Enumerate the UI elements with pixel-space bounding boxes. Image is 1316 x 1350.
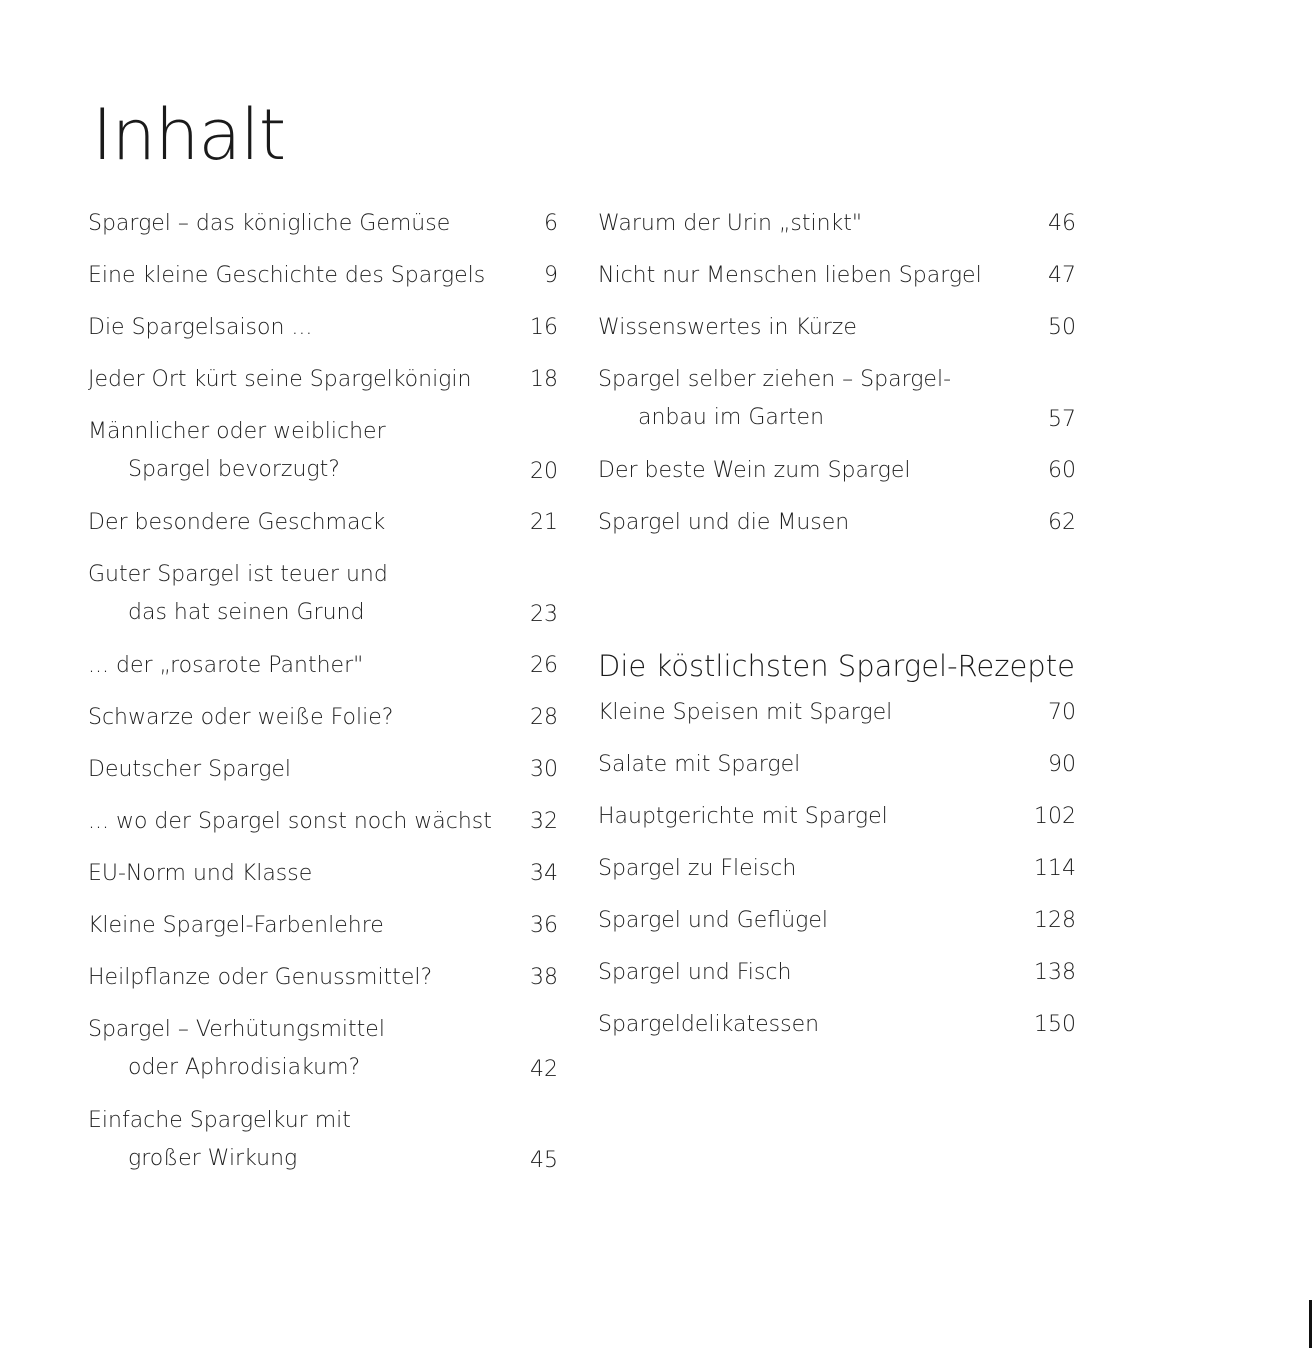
toc-entry: [88, 1011, 558, 1089]
toc-entry: [88, 803, 558, 841]
toc-left-column: [88, 205, 558, 1193]
toc-entry-title: Eine kleine Geschichte des Spargels: [88, 263, 486, 288]
toc-entry: [598, 902, 1076, 940]
toc-entry-page-number: 20: [530, 459, 558, 484]
recipes-section: [598, 642, 1076, 1058]
toc-entry-title: Salate mit Spargel: [598, 752, 801, 777]
toc-entry: [88, 257, 558, 295]
toc-entry-title: Kleine Spargel-Farbenlehre: [88, 913, 384, 938]
toc-entry-title: Hauptgerichte mit Spargel: [598, 804, 888, 829]
toc-entry-title: Guter Spargel ist teuer und: [88, 562, 388, 587]
toc-entry-page-number: 62: [1048, 510, 1076, 535]
toc-entry-page-number: 45: [530, 1148, 558, 1173]
toc-entry-page-number: 102: [1034, 804, 1076, 829]
toc-entry-page-number: 23: [530, 602, 558, 627]
toc-entry: [88, 309, 558, 347]
toc-entry: [598, 205, 1076, 243]
toc-entry: [598, 361, 1076, 439]
toc-entry-title-continued: das hat seinen Grund: [128, 600, 365, 625]
toc-entry-title: ... der „rosarote Panther": [88, 653, 364, 678]
toc-entry-page-number: 9: [544, 263, 558, 288]
toc-entry-page-number: 21: [530, 510, 558, 535]
toc-entry-page-number: 114: [1034, 856, 1076, 881]
toc-entry-page-number: 30: [530, 757, 558, 782]
toc-entry: [598, 257, 1076, 295]
toc-entry-title: Spargel – das königliche Gemüse: [88, 211, 451, 236]
toc-entry: [598, 694, 1076, 732]
toc-entry-title: Spargel zu Fleisch: [598, 856, 797, 881]
toc-entry: [88, 647, 558, 685]
toc-entry-title: Nicht nur Menschen lieben Spargel: [598, 263, 982, 288]
toc-entry-title-continued: Spargel bevorzugt?: [128, 457, 340, 482]
toc-entry-title: Der besondere Geschmack: [88, 510, 386, 535]
toc-entry-page-number: 60: [1048, 458, 1076, 483]
toc-entry-title: Spargeldelikatessen: [598, 1012, 820, 1037]
toc-entry-page-number: 150: [1034, 1012, 1076, 1037]
toc-entry-title: Deutscher Spargel: [88, 757, 292, 782]
toc-entry-title-continued: oder Aphrodisiakum?: [128, 1055, 361, 1080]
recipes-entries: [598, 694, 1076, 1044]
toc-entry-page-number: 38: [530, 965, 558, 990]
toc-entry-title: Spargel – Verhütungsmittel: [88, 1017, 385, 1042]
toc-entry-title: EU-Norm und Klasse: [88, 861, 313, 886]
toc-entry-title: Der beste Wein zum Spargel: [598, 458, 911, 483]
toc-entry: [598, 452, 1076, 490]
toc-entry: [598, 850, 1076, 888]
toc-entry-title: Warum der Urin „stinkt": [598, 211, 862, 236]
toc-entry-page-number: 16: [530, 315, 558, 340]
toc-entry-page-number: 46: [1048, 211, 1076, 236]
toc-entry: [88, 699, 558, 737]
toc-entry-title-continued: großer Wirkung: [128, 1146, 298, 1171]
toc-entry: [598, 504, 1076, 542]
toc-entry-page-number: 47: [1048, 263, 1076, 288]
toc-entry-title: Einfache Spargelkur mit: [88, 1108, 351, 1133]
toc-entry-page-number: 70: [1048, 700, 1076, 725]
toc-entry: [88, 1102, 558, 1180]
toc-entry: [598, 798, 1076, 836]
toc-entry-page-number: 138: [1034, 960, 1076, 985]
recipes-heading: Die köstlichsten Spargel-Rezepte: [598, 649, 1075, 683]
toc-entry-title: Heilpflanze oder Genussmittel?: [88, 965, 433, 990]
page-edge-mark: [1309, 1300, 1312, 1348]
toc-entry-page-number: 128: [1034, 908, 1076, 933]
toc-entry-title: Spargel und Fisch: [598, 960, 792, 985]
toc-entry-page-number: 36: [530, 913, 558, 938]
toc-entry-page-number: 50: [1048, 315, 1076, 340]
toc-entry-page-number: 28: [530, 705, 558, 730]
toc-entry-page-number: 34: [530, 861, 558, 886]
toc-entry-title: Wissenswertes in Kürze: [598, 315, 857, 340]
toc-entry-page-number: 32: [530, 809, 558, 834]
toc-entry: [88, 361, 558, 399]
toc-entry-page-number: 18: [530, 367, 558, 392]
toc-entry: [88, 205, 558, 243]
toc-entry-title: Jeder Ort kürt seine Spargelkönigin: [88, 367, 472, 392]
toc-entry-page-number: 42: [530, 1057, 558, 1082]
toc-entry-title: Kleine Speisen mit Spargel: [598, 700, 893, 725]
toc-entry-title-continued: anbau im Garten: [638, 405, 825, 430]
toc-entry-title: Spargel selber ziehen – Spargel-: [598, 367, 952, 392]
toc-entry: [88, 959, 558, 997]
toc-entry: [88, 907, 558, 945]
toc-right-entries: [598, 205, 1076, 556]
toc-entry: [88, 413, 558, 491]
toc-entry: [88, 751, 558, 789]
toc-entry-page-number: 90: [1048, 752, 1076, 777]
toc-entry-title: Schwarze oder weiße Folie?: [88, 705, 394, 730]
toc-entry-title: Die Spargelsaison ...: [88, 315, 313, 340]
page-title: Inhalt: [92, 94, 286, 176]
toc-entry: [88, 504, 558, 542]
toc-entry: [88, 556, 558, 634]
toc-entry: [598, 309, 1076, 347]
toc-entry: [598, 746, 1076, 784]
toc-entry-title: Spargel und die Musen: [598, 510, 850, 535]
toc-entry-page-number: 26: [530, 653, 558, 678]
toc-entry: [598, 1006, 1076, 1044]
toc-entry: [598, 954, 1076, 992]
toc-entry-title: ... wo der Spargel sonst noch wächst: [88, 809, 492, 834]
toc-entry-page-number: 57: [1048, 407, 1076, 432]
toc-entry: [88, 855, 558, 893]
toc-entry-page-number: 6: [544, 211, 558, 236]
toc-entry-title: Spargel und Geflügel: [598, 908, 828, 933]
toc-entry-title: Männlicher oder weiblicher: [88, 419, 386, 444]
